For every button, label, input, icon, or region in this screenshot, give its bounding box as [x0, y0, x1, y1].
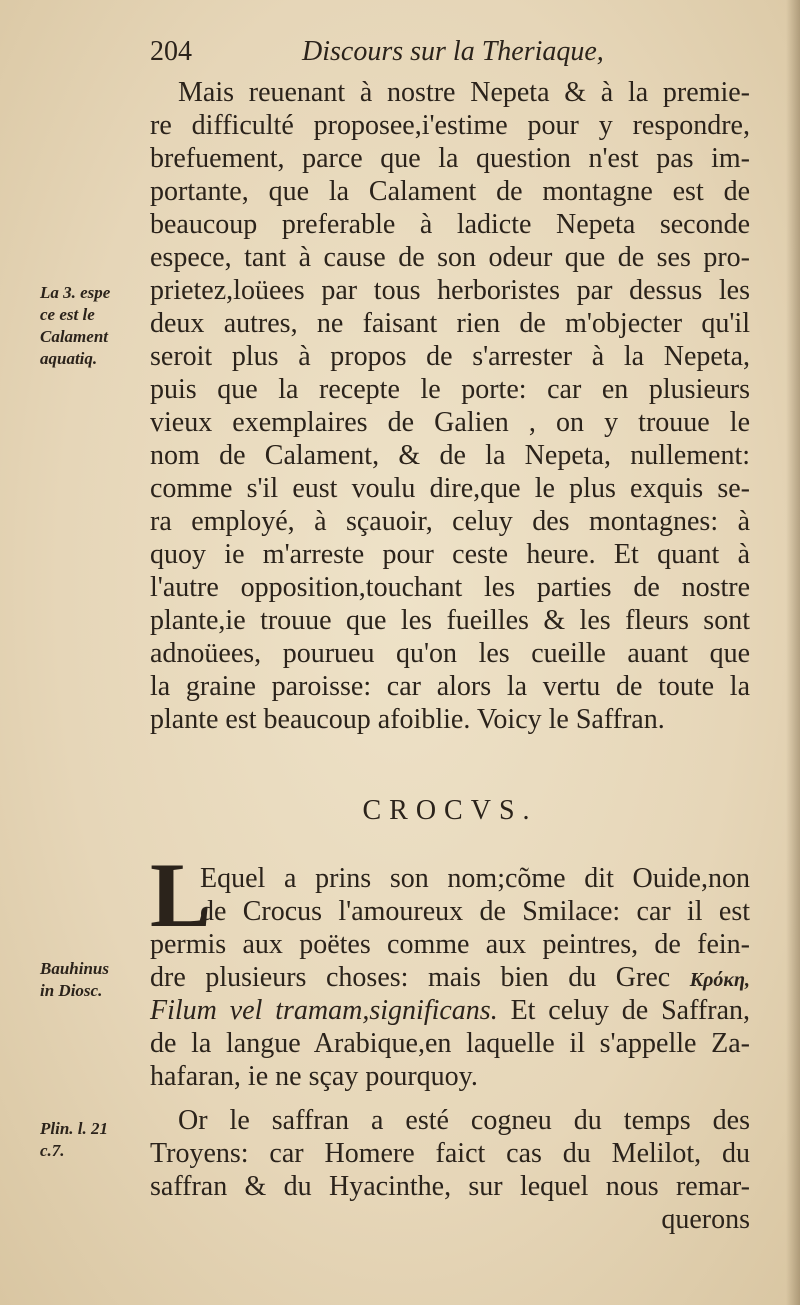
catchword: querons — [661, 1204, 750, 1235]
text-line: adnoüees, pourueu qu'on les cueille auant que — [150, 638, 750, 669]
margin-note — [40, 1118, 145, 1162]
text-line: de Crocus l'amoureux de Smilace: car il est — [200, 896, 750, 927]
text-line: de la langue Arabique,en laquelle il s'appelle Za- — [150, 1028, 750, 1059]
text-line: permis aux poëtes comme aux peintres, de fein- — [150, 929, 750, 960]
text-line: brefuement, parce que la question n'est pas im- — [150, 143, 750, 174]
margin-note-line: Calament — [40, 327, 109, 346]
text-line: Mais reuenant à nostre Nepeta & à la premie- — [178, 77, 750, 108]
drop-cap: L — [150, 844, 212, 946]
margin-note-line: ce est le — [40, 305, 95, 324]
margin-note-line: in Diosc. — [40, 981, 103, 1000]
text-segment: dre plusieurs choses: mais bien du Grec — [150, 962, 671, 993]
text-line: plante,ie trouue que les fueilles & les fleurs sont — [150, 605, 750, 636]
section-title: CROCVS. — [362, 795, 538, 826]
text-line: vieux exemplaires de Galien , on y trouue le — [150, 407, 750, 438]
margin-note-line: La 3. espe — [40, 283, 111, 302]
text-line — [150, 961, 750, 997]
text-line: prietez,loüees par tous herboristes par dessus les — [150, 275, 750, 306]
page-number: 204 — [150, 36, 192, 67]
page-header — [150, 36, 750, 76]
text-line: Or le saffran a esté cogneu du temps des — [178, 1105, 750, 1136]
text-line — [150, 994, 750, 1027]
text-segment: Et celuy de Saffran, — [497, 995, 750, 1026]
text-line: seroit plus à propos de s'arrester à la Nepeta, — [150, 341, 750, 372]
text-line: l'autre opposition,touchant les parties de nostre — [150, 572, 750, 603]
text-line: beaucoup preferable à ladicte Nepeta seconde — [150, 209, 750, 240]
margin-note — [40, 282, 145, 370]
text-line: puis que la recepte le porte: car en plusieurs — [150, 374, 750, 405]
running-head: Discours sur la Theriaque, — [302, 36, 604, 67]
margin-note-line: Plin. l. 21 — [40, 1119, 109, 1138]
text-line: portante, que la Calament de montagne est de — [150, 176, 750, 207]
text-line: saffran & du Hyacinthe, sur lequel nous remar- — [150, 1171, 750, 1202]
margin-note-line: Bauhinus — [40, 959, 109, 978]
margin-note-line: c.7. — [40, 1141, 65, 1160]
text-line: hafaran, ie ne sçay pourquoy. — [150, 1061, 478, 1092]
text-line: nom de Calament, & de la Nepeta, nullement: — [150, 440, 750, 471]
latin-phrase: Filum vel tramam,significans. — [150, 995, 498, 1026]
text-line: quoy ie m'arreste pour ceste heure. Et quant à — [150, 539, 750, 570]
text-line: comme s'il eust voulu dire,que le plus exquis se- — [150, 473, 750, 504]
text-line: Equel a prins son nom;cõme dit Ouide,non — [200, 863, 750, 894]
text-line: la graine paroisse: car alors la vertu de toute la — [150, 671, 750, 702]
greek-word: Κρόκη, — [689, 969, 750, 991]
text-line: deux autres, ne faisant rien de m'objecter qu'il — [150, 308, 750, 339]
text-line: plante est beaucoup afoiblie. Voicy le Saffran. — [150, 704, 665, 735]
margin-note — [40, 958, 145, 1002]
text-line: espece, tant à cause de son odeur que de ses pro- — [150, 242, 750, 273]
text-line: ra employé, à sçauoir, celuy des montagnes: à — [150, 506, 750, 537]
text-line: re difficulté proposee,i'estime pour y respondre, — [150, 110, 750, 141]
text-line: Troyens: car Homere faict cas du Melilot, du — [150, 1138, 750, 1169]
margin-note-line: aquatiq. — [40, 349, 98, 368]
